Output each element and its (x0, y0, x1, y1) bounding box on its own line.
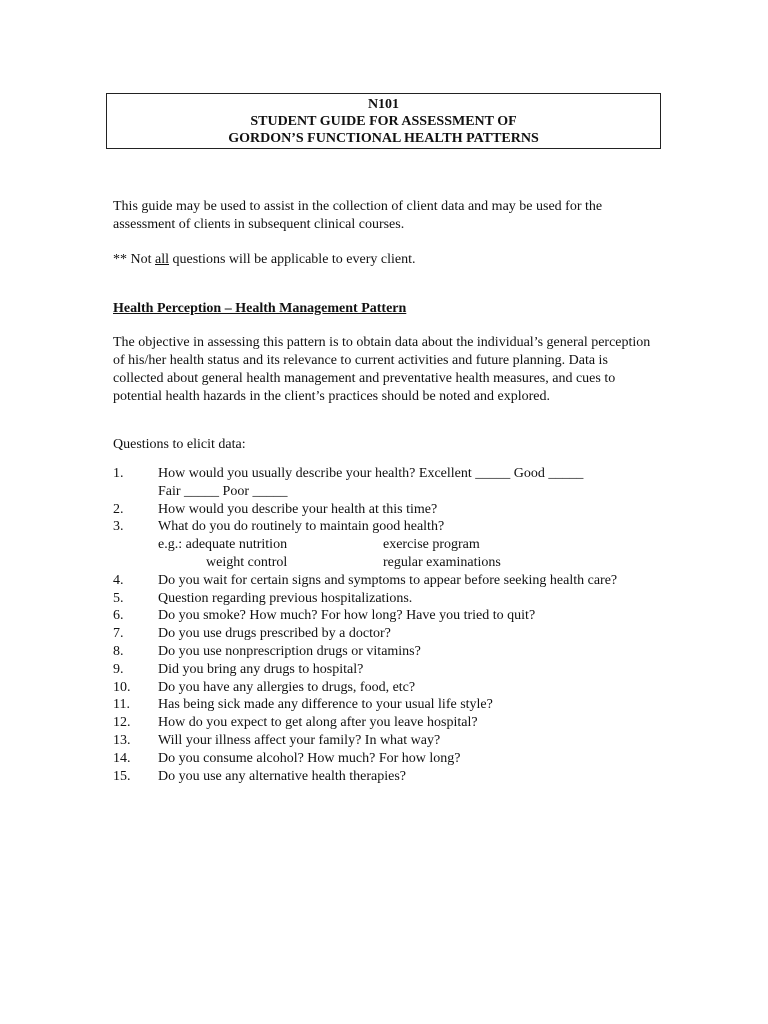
question-text: What do you do routinely to maintain good health? (158, 519, 445, 535)
question-number: 7. (113, 626, 124, 642)
question-text: Question regarding previous hospitalizations. (158, 590, 413, 606)
example-item: exercise program (383, 537, 480, 553)
question-text: Do you consume alcohol? How much? For how long? (158, 750, 461, 766)
list-item (113, 768, 673, 786)
list-item (113, 590, 673, 608)
examples-row (158, 554, 673, 572)
note-emphasis: all (155, 252, 169, 267)
question-text: How would you usually describe your health? Excellent _____ Good _____ (158, 466, 584, 481)
list-item (113, 518, 673, 571)
list-item (113, 661, 673, 679)
section-heading: Health Perception – Health Management Pattern (113, 301, 407, 316)
applicability-note (113, 251, 658, 269)
list-item (113, 714, 673, 732)
list-item (113, 750, 673, 768)
document-title: STUDENT GUIDE FOR ASSESSMENT OF (250, 114, 517, 129)
note-prefix: ** Not (113, 252, 155, 267)
example-item: regular examinations (383, 554, 501, 570)
question-text: Has being sick made any difference to your usual life style? (158, 697, 493, 713)
question-number: 6. (113, 608, 124, 624)
questions-list (113, 465, 673, 785)
list-item (113, 625, 673, 643)
question-number: 1. (113, 466, 124, 481)
question-number: 11. (113, 697, 130, 713)
question-text: Did you bring any drugs to hospital? (158, 661, 364, 677)
example-item: weight control (206, 554, 288, 570)
list-item (113, 679, 673, 697)
list-item (113, 465, 673, 501)
objective-paragraph: The objective in assessing this pattern is to obtain data about the individual’s general perception of his/her health status and its relevance to current activities and future planning. Data is collected about general health management and preventative health measures, and cues to potential health hazards in the client’s practices should be noted and explored. (113, 335, 651, 404)
list-item (113, 696, 673, 714)
question-number: 13. (113, 732, 131, 748)
list-item (113, 643, 673, 661)
question-number: 4. (113, 572, 124, 588)
question-text: How would you describe your health at this time? (158, 501, 438, 517)
examples-row (158, 536, 673, 554)
question-text: Do you use drugs prescribed by a doctor? (158, 626, 391, 642)
course-code: N101 (367, 97, 400, 112)
question-text: Do you smoke? How much? For how long? Have you tried to quit? (158, 608, 536, 624)
question-text: Do you wait for certain signs and symptoms to appear before seeking health care? (158, 572, 618, 588)
question-number: 14. (113, 750, 131, 766)
question-number: 12. (113, 715, 131, 731)
list-item (113, 501, 673, 519)
question-text: How do you expect to get along after you leave hospital? (158, 715, 478, 731)
question-text-continued: Fair _____ Poor _____ (158, 483, 288, 499)
question-number: 15. (113, 768, 131, 784)
questions-label: Questions to elicit data: (113, 437, 246, 452)
question-number: 10. (113, 679, 131, 695)
question-text: Will your illness affect your family? In what way? (158, 732, 441, 748)
list-item (113, 607, 673, 625)
question-number: 5. (113, 590, 124, 606)
note-suffix: questions will be applicable to every client. (169, 252, 416, 267)
question-text: Do you use any alternative health therapies? (158, 768, 407, 784)
question-number: 3. (113, 519, 124, 535)
question-number: 2. (113, 501, 124, 517)
list-item (113, 572, 673, 590)
document-subtitle: GORDON’S FUNCTIONAL HEALTH PATTERNS (228, 131, 539, 146)
question-number: 8. (113, 643, 124, 659)
question-text: Do you have any allergies to drugs, food, etc? (158, 679, 416, 695)
example-item: e.g.: adequate nutrition (158, 537, 288, 553)
intro-paragraph: This guide may be used to assist in the collection of client data and may be used for the assessment of clients in subsequent clinical courses. (113, 199, 603, 232)
list-item (113, 732, 673, 750)
title-box (106, 93, 661, 149)
question-number: 9. (113, 661, 124, 677)
question-text: Do you use nonprescription drugs or vitamins? (158, 643, 421, 659)
